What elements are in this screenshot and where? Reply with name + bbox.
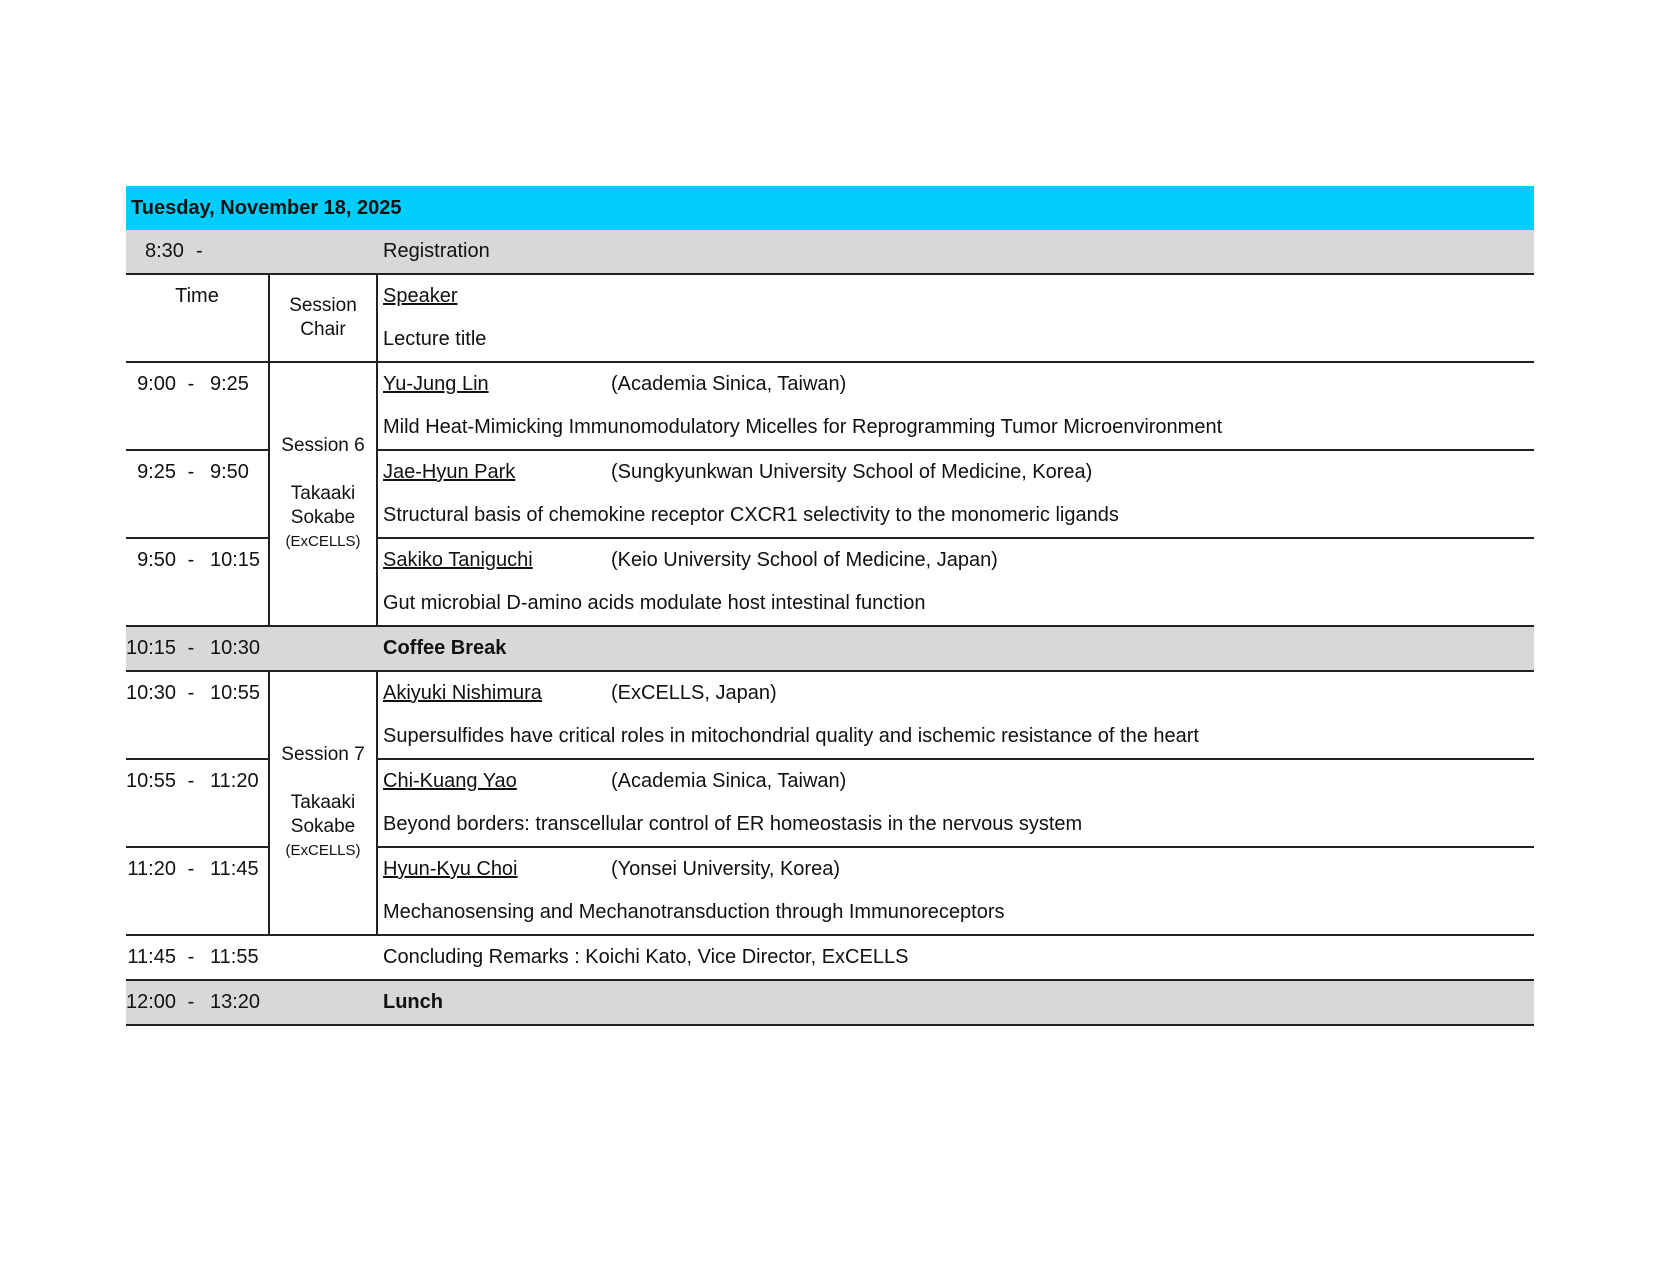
session-label: Session 6 (281, 435, 365, 456)
talk-entry (378, 451, 1534, 537)
lunch-row: 12:00 - 13:20 Lunch (126, 981, 1534, 1024)
registration-dash: - (195, 240, 203, 262)
speaker-name: Jae-Hyun Park (383, 461, 516, 483)
talk-time-cell: 11:20 - 11:45 (127, 858, 259, 880)
speaker-affiliation: (Yonsei University, Korea) (611, 858, 840, 880)
speaker-name: Yu-Jung Lin (383, 373, 489, 395)
lecture-title: Gut microbial D-amino acids modulate host intestinal function (383, 592, 926, 614)
program-schedule-table (126, 186, 1534, 1026)
talk-time-cell: 9:00 - 9:25 (137, 373, 249, 395)
talk-time-cell: 9:50 - 10:15 (137, 549, 261, 571)
talk-entry (378, 539, 1534, 625)
speaker-affiliation: (Keio University School of Medicine, Japan) (611, 549, 998, 571)
chair-organization: (ExCELLS) (285, 533, 361, 550)
concluding-remarks-row: 11:45 - 11:55 Concluding Remarks : Koichi Kato, Vice Director, ExCELLS (126, 936, 1534, 979)
session-chair-header: Session Chair (268, 275, 378, 361)
chair-last-name: Sokabe (290, 816, 356, 837)
lecture-title: Supersulfides have critical roles in mitochondrial quality and ischemic resistance of the heart (383, 725, 1199, 747)
speaker-column-header: Speaker (383, 285, 458, 307)
registration-time: 8:30 (145, 240, 184, 262)
date-header (126, 186, 1534, 230)
speaker-affiliation: (ExCELLS, Japan) (611, 682, 777, 704)
speaker-name: Akiyuki Nishimura (383, 682, 542, 704)
speaker-affiliation: (Academia Sinica, Taiwan) (611, 770, 847, 792)
speaker-name: Sakiko Taniguchi (383, 549, 533, 571)
session-6-block (126, 363, 1534, 625)
speaker-affiliation: (Sungkyunkwan University School of Medicine, Korea) (611, 461, 1093, 483)
talk-time-cell: 10:30 - 10:55 (126, 682, 261, 704)
registration-label: Registration (383, 240, 490, 262)
session-7-block (126, 672, 1534, 934)
rule (126, 1024, 1534, 1026)
talk-time-cell: 10:55 - 11:20 (126, 770, 259, 792)
chair-organization: (ExCELLS) (285, 842, 361, 859)
date-label: Tuesday, November 18, 2025 (131, 196, 402, 219)
speaker-name: Hyun-Kyu Choi (383, 858, 518, 880)
column-header-row (126, 275, 1534, 361)
lecture-title: Mechanosensing and Mechanotransduction through Immunoreceptors (383, 901, 1005, 923)
lunch-label: Lunch (383, 991, 443, 1013)
session-label: Session 7 (281, 744, 365, 765)
talk-entry (378, 760, 1534, 846)
coffee-break-label: Coffee Break (383, 637, 507, 659)
lecture-title: Structural basis of chemokine receptor CXCR1 selectivity to the monomeric ligands (383, 504, 1119, 526)
chair-first-name: Takaaki (290, 483, 356, 504)
time-column-header: Time (175, 285, 219, 307)
chair-last-name: Sokabe (290, 507, 356, 528)
concluding-remarks-label: Concluding Remarks : Koichi Kato, Vice Director, ExCELLS (383, 946, 909, 968)
registration-row (126, 230, 1534, 273)
lecture-title-column-header: Lecture title (383, 328, 487, 350)
coffee-break-row: 10:15 - 10:30 Coffee Break (126, 627, 1534, 670)
lecture-title: Beyond borders: transcellular control of ER homeostasis in the nervous system (383, 813, 1083, 835)
chair-first-name: Takaaki (290, 792, 356, 813)
talk-entry (378, 672, 1534, 758)
lecture-title: Mild Heat-Mimicking Immunomodulatory Micelles for Reprogramming Tumor Microenvironment (383, 416, 1223, 438)
session-7-chair-cell (268, 672, 378, 934)
talk-entry (378, 848, 1534, 934)
speaker-name: Chi-Kuang Yao (383, 770, 517, 792)
talk-time-cell: 9:25 - 9:50 (137, 461, 249, 483)
talk-entry (378, 363, 1534, 449)
speaker-affiliation: (Academia Sinica, Taiwan) (611, 373, 847, 395)
session-6-chair-cell (268, 363, 378, 625)
